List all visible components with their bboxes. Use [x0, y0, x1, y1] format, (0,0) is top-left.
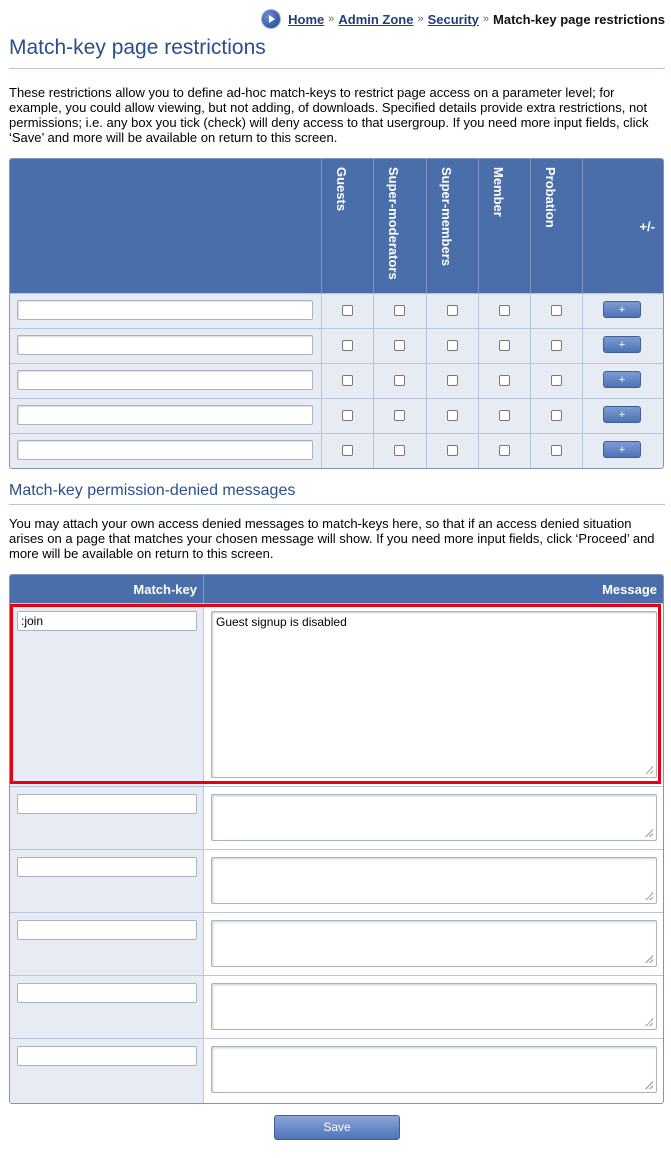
- match-key-field[interactable]: :join: [17, 611, 197, 631]
- super-moderators-checkbox[interactable]: [394, 340, 405, 351]
- match-key-field[interactable]: [17, 983, 197, 1003]
- column-header-super-moderators: Super-moderators: [386, 167, 401, 280]
- messages-intro: You may attach your own access denied messages to match-keys here, so that if an access denied situation arises on a page that matches your chosen message will show. If you need more input fields, click ‘Proceed’ and more will be available on return to this screen.: [9, 516, 655, 561]
- message-row: [10, 849, 663, 913]
- match-key-field[interactable]: [17, 857, 197, 877]
- section-title: Match-key permission-denied messages: [9, 482, 296, 499]
- restriction-row: [10, 398, 663, 434]
- add-row-button[interactable]: +: [603, 441, 641, 458]
- breadcrumb-separator: »: [328, 13, 335, 25]
- match-key-field[interactable]: [17, 794, 197, 814]
- message-row: [10, 786, 663, 850]
- member-checkbox[interactable]: [499, 410, 510, 421]
- breadcrumb-separator: »: [417, 13, 424, 25]
- probation-checkbox[interactable]: [551, 410, 562, 421]
- match-key-field[interactable]: [17, 920, 197, 940]
- restrictions-table-header: [10, 159, 663, 293]
- super-members-checkbox[interactable]: [447, 305, 458, 316]
- resize-grip-icon[interactable]: [645, 829, 653, 837]
- match-key-input[interactable]: [17, 335, 313, 355]
- probation-checkbox[interactable]: [551, 305, 562, 316]
- resize-grip-icon[interactable]: [645, 1081, 653, 1089]
- super-moderators-checkbox[interactable]: [394, 305, 405, 316]
- super-members-checkbox[interactable]: [447, 375, 458, 386]
- guests-checkbox[interactable]: [342, 305, 353, 316]
- breadcrumb-current: Match-key page restrictions: [493, 11, 665, 27]
- column-header-add-remove: +/-: [639, 219, 655, 234]
- probation-checkbox[interactable]: [551, 375, 562, 386]
- add-row-button[interactable]: +: [603, 336, 641, 353]
- probation-checkbox[interactable]: [551, 340, 562, 351]
- column-header-member: Member: [491, 167, 506, 217]
- arrow-right-icon: [262, 10, 280, 28]
- messages-table: [9, 574, 664, 1104]
- guests-checkbox[interactable]: [342, 340, 353, 351]
- page-title: Match-key page restrictions: [9, 36, 266, 59]
- title-divider: [9, 68, 665, 69]
- message-row: [10, 975, 663, 1039]
- column-header-probation: Probation: [543, 167, 558, 228]
- restriction-row: [10, 328, 663, 364]
- breadcrumb-admin-zone-link[interactable]: Admin Zone: [338, 11, 414, 27]
- resize-grip-icon[interactable]: [645, 955, 653, 963]
- breadcrumb-security-link[interactable]: Security: [427, 11, 479, 27]
- super-members-checkbox[interactable]: [447, 340, 458, 351]
- message-textarea[interactable]: [211, 920, 657, 967]
- message-textarea[interactable]: [211, 794, 657, 841]
- message-text: Guest signup is disabled: [216, 615, 347, 629]
- resize-grip-icon[interactable]: [645, 892, 653, 900]
- breadcrumb-home-link[interactable]: Home: [288, 11, 325, 27]
- member-checkbox[interactable]: [499, 305, 510, 316]
- restriction-row: [10, 293, 663, 329]
- guests-checkbox[interactable]: [342, 375, 353, 386]
- probation-checkbox[interactable]: [551, 445, 562, 456]
- restrictions-intro: These restrictions allow you to define ad-hoc match-keys to restrict page access on a parameter level; for example, you could allow viewing, but not adding, of downloads. Specified details provide extra restrictions, not permissions; i.e. any box you tick (check) will deny access to that usergroup. If you need more input fields, click ‘Save’ and more will be available on return to this screen.: [9, 85, 649, 145]
- message-row: [10, 603, 663, 787]
- member-checkbox[interactable]: [499, 340, 510, 351]
- message-textarea[interactable]: [211, 983, 657, 1030]
- member-checkbox[interactable]: [499, 445, 510, 456]
- restrictions-table: [9, 158, 664, 469]
- message-row: [10, 912, 663, 976]
- match-key-input[interactable]: [17, 440, 313, 460]
- column-header-guests: Guests: [334, 167, 349, 212]
- breadcrumb: [262, 10, 665, 28]
- message-textarea[interactable]: [211, 1046, 657, 1093]
- super-moderators-checkbox[interactable]: [394, 445, 405, 456]
- section-divider: [9, 504, 665, 505]
- super-members-checkbox[interactable]: [447, 410, 458, 421]
- guests-checkbox[interactable]: [342, 410, 353, 421]
- column-header-match-key: Match-key: [133, 582, 197, 597]
- restriction-row: [10, 363, 663, 399]
- messages-table-header: [10, 575, 663, 603]
- add-row-button[interactable]: +: [603, 406, 641, 423]
- super-moderators-checkbox[interactable]: [394, 375, 405, 386]
- match-key-input[interactable]: [17, 405, 313, 425]
- message-textarea[interactable]: [211, 857, 657, 904]
- breadcrumb-separator: »: [482, 13, 490, 25]
- match-key-input[interactable]: [17, 370, 313, 390]
- save-button[interactable]: Save: [274, 1115, 400, 1140]
- match-key-input[interactable]: [17, 300, 313, 320]
- add-row-button[interactable]: +: [603, 301, 641, 318]
- column-header-super-members: Super-members: [439, 167, 454, 266]
- super-moderators-checkbox[interactable]: [394, 410, 405, 421]
- resize-grip-icon[interactable]: [645, 1018, 653, 1026]
- member-checkbox[interactable]: [499, 375, 510, 386]
- super-members-checkbox[interactable]: [447, 445, 458, 456]
- match-key-field[interactable]: [17, 1046, 197, 1066]
- message-textarea[interactable]: [211, 611, 657, 778]
- restriction-row: [10, 433, 663, 469]
- message-row: [10, 1038, 663, 1104]
- add-row-button[interactable]: +: [603, 371, 641, 388]
- resize-grip-icon[interactable]: [645, 766, 653, 774]
- guests-checkbox[interactable]: [342, 445, 353, 456]
- column-header-message: Message: [602, 582, 657, 597]
